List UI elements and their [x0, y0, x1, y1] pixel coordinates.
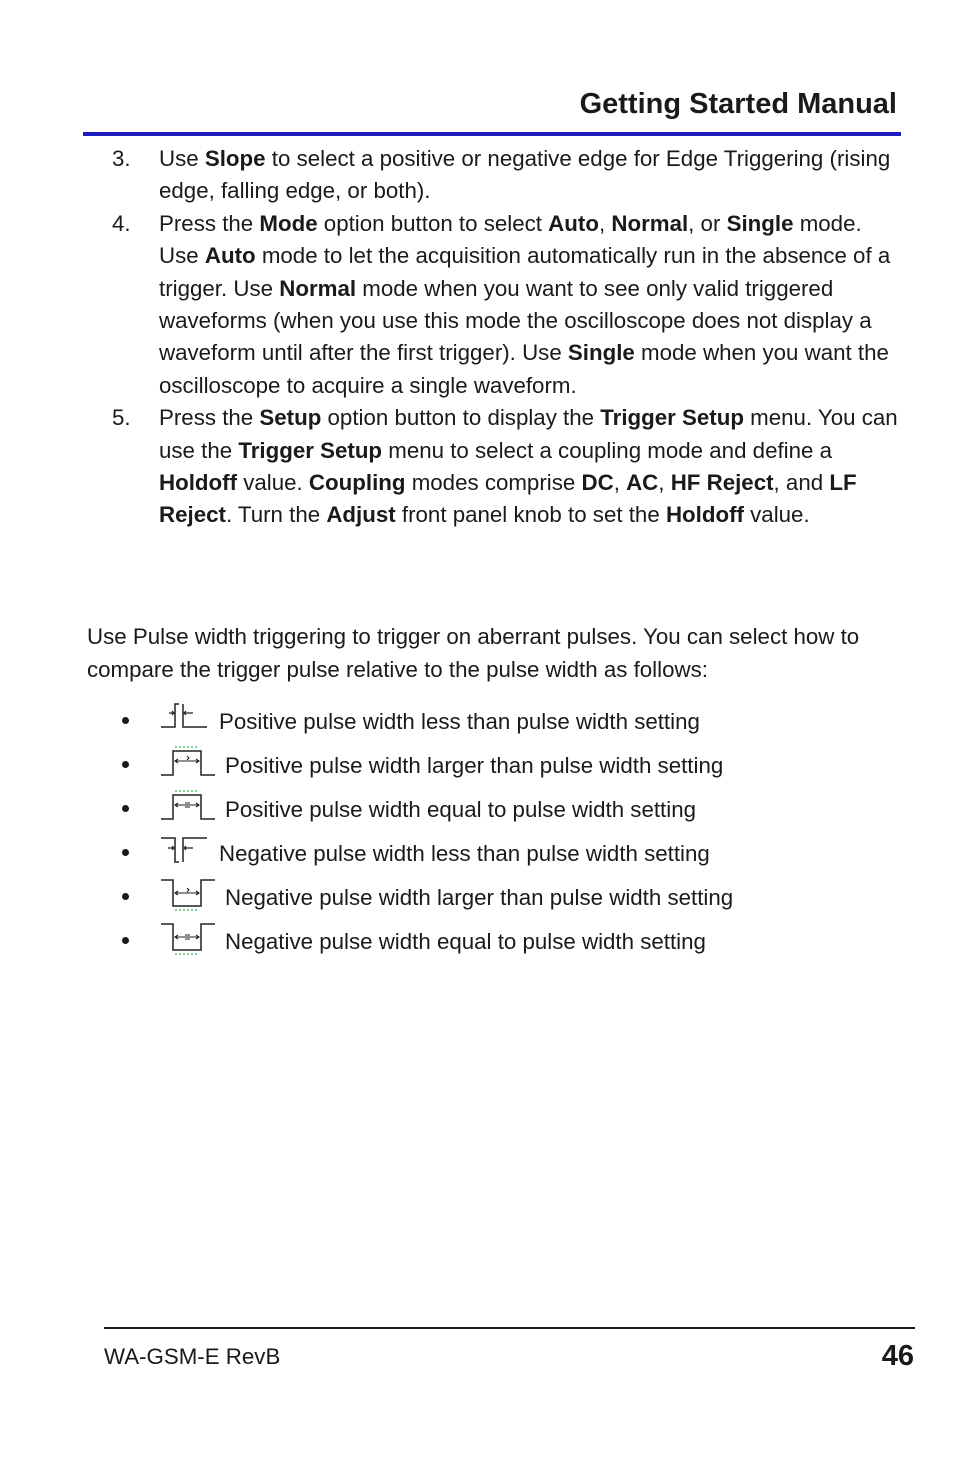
step-text	[159, 143, 902, 208]
bullet-text: Negative pulse width larger than pulse width setting	[225, 885, 734, 910]
bullet-dot	[122, 805, 129, 812]
bold-term: Coupling	[308, 470, 406, 496]
bold-term: Adjust	[326, 502, 396, 528]
bullet-text: Positive pulse width larger than pulse width setting	[225, 753, 724, 778]
step-text-segment: Press the	[159, 405, 260, 431]
step-text-segment: mode when you want the oscilloscope to acquire a single waveform.	[159, 340, 889, 398]
step-text-segment: to select a positive or negative edge for Edge Triggering (rising edge, falling edge, or both).	[159, 146, 891, 204]
negative-pulse-less-than-icon	[159, 832, 209, 874]
step-text-segment: option button to display the	[321, 405, 601, 431]
bold-term: Setup	[259, 405, 322, 431]
footer-page-number: 46	[881, 1340, 914, 1372]
bullet-dot	[122, 849, 129, 856]
step-number: 4.	[112, 210, 131, 236]
bullet-dot	[122, 761, 129, 768]
bullet-dot	[122, 717, 129, 724]
step-text	[159, 402, 902, 532]
bullet-item	[115, 872, 855, 916]
step-text-segment: mode. Use	[159, 210, 862, 269]
step-text-segment: front panel knob to set the	[395, 502, 666, 528]
page-header-title: Getting Started Manual	[579, 88, 897, 120]
bold-term: Single	[726, 210, 794, 236]
bold-term: Auto	[548, 210, 599, 236]
step-number: 3.	[112, 146, 131, 171]
step-text-segment: ,	[658, 470, 671, 496]
bullet-dot	[122, 937, 129, 944]
footer-document-id: WA-GSM-E RevB	[104, 1344, 281, 1369]
bold-term: Holdoff	[665, 502, 744, 528]
step-number: 5.	[112, 405, 131, 431]
step-text-segment: ,	[613, 470, 627, 496]
step-text-segment: value.	[237, 470, 309, 496]
bullet-item	[115, 828, 855, 872]
bullet-dot	[122, 893, 129, 900]
step-text-segment: menu. You can use the	[159, 405, 898, 463]
negative-pulse-equal-icon	[159, 920, 217, 966]
bold-term: Normal	[611, 210, 689, 236]
pulse-width-options-list	[115, 696, 855, 960]
bold-term: Mode	[259, 210, 318, 236]
trigger-steps-list	[112, 143, 902, 532]
bold-term: Normal	[279, 275, 357, 301]
step-text-segment: , or	[688, 210, 727, 236]
positive-pulse-less-than-icon	[159, 700, 209, 740]
bullet-item	[115, 916, 855, 960]
bold-term: Single	[567, 340, 635, 366]
step-text-segment: value.	[743, 502, 810, 528]
step-text-segment: Use	[159, 146, 205, 171]
positive-pulse-equal-icon	[159, 788, 217, 830]
bullet-item	[115, 740, 855, 784]
header-rule	[83, 132, 901, 136]
bold-term: LF Reject	[159, 470, 857, 528]
bullet-item	[115, 696, 855, 740]
bold-term: DC	[581, 470, 614, 496]
step-item	[112, 208, 902, 402]
bold-term: Holdoff	[159, 470, 238, 496]
footer-rule	[104, 1327, 915, 1329]
step-text	[159, 208, 902, 402]
step-text-segment: option button to select	[317, 210, 549, 236]
step-text-segment: ,	[598, 210, 612, 236]
bold-term: AC	[626, 470, 659, 496]
bold-term: HF Reject	[670, 470, 774, 496]
bullet-text: Positive pulse width equal to pulse width setting	[225, 797, 696, 822]
positive-pulse-larger-than-icon	[159, 744, 217, 786]
bullet-item	[115, 784, 855, 828]
step-item	[112, 143, 902, 208]
step-text-segment: , and	[773, 470, 830, 496]
pulse-width-intro: Use Pulse width triggering to trigger on aberrant pulses. You can select how to compare the trigger pulse relative to the pulse width as follows:	[87, 624, 860, 682]
step-text-segment: menu to select a coupling mode and define a	[382, 437, 833, 463]
bold-term: Trigger Setup	[238, 437, 383, 463]
step-text-segment: modes comprise	[405, 470, 582, 496]
bullet-text: Negative pulse width less than pulse width setting	[219, 841, 710, 866]
bold-term: Auto	[204, 243, 256, 269]
step-item	[112, 402, 902, 532]
bold-term: Slope	[204, 146, 266, 171]
step-text-segment: mode to let the acquisition automatically run in the absence of a trigger. Use	[159, 243, 891, 301]
bullet-text: Negative pulse width equal to pulse width setting	[225, 929, 706, 954]
bullet-text: Positive pulse width less than pulse width setting	[219, 709, 700, 734]
step-text-segment: . Turn the	[225, 502, 327, 528]
step-text-segment: mode when you want to see only valid triggered waveforms (when you use this mode the oscilloscope does not display a waveform until after the first trigger). Use	[159, 275, 872, 366]
bold-term: Trigger Setup	[600, 405, 744, 431]
step-text-segment: Press the	[159, 210, 260, 236]
